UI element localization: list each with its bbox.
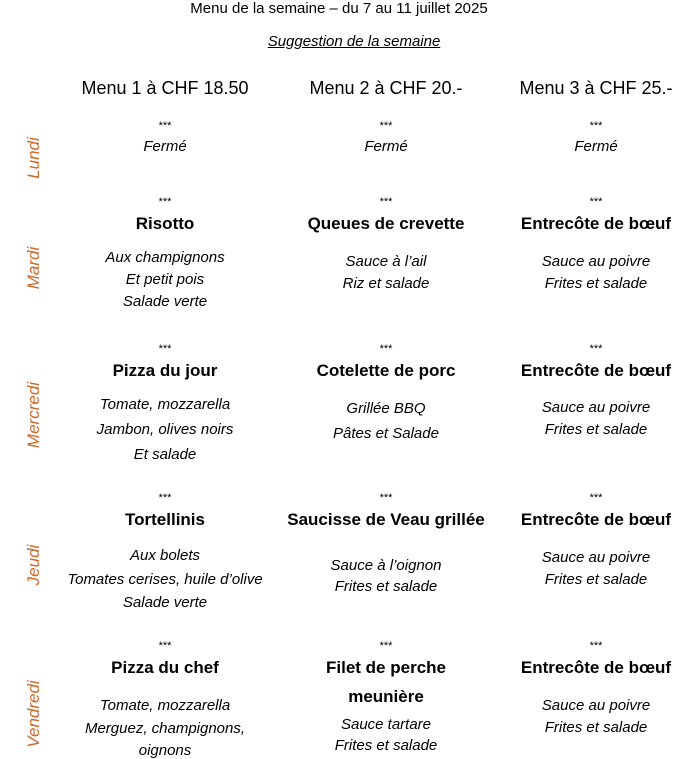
dish-description: Aux champignons xyxy=(105,249,225,266)
day-label-vendredi: Vendredi xyxy=(24,680,43,748)
dish-description: Sauce au poivre xyxy=(541,399,651,416)
separator: *** xyxy=(589,343,603,355)
dish-description: Riz et salade xyxy=(342,275,430,292)
dish-description: Salade verte xyxy=(122,293,208,310)
dish-description: Frites et salade xyxy=(334,737,438,754)
separator: *** xyxy=(379,640,393,652)
dish-description: Tomate, mozzarella xyxy=(99,697,231,714)
dish-description: oignons xyxy=(138,742,192,759)
dish-name: Queues de crevette xyxy=(307,214,465,233)
dish-description: Frites et salade xyxy=(544,571,648,588)
dish-description: Frites et salade xyxy=(544,719,648,736)
day-label-lundi: Lundi xyxy=(24,137,43,179)
dish-name-continued: meunière xyxy=(348,687,424,706)
menu-3-heading: Menu 3 à CHF 25.- xyxy=(519,78,673,98)
dish-name: Pizza du chef xyxy=(111,658,219,677)
dish-description: Sauce au poivre xyxy=(541,697,651,714)
dish-description: Grillée BBQ xyxy=(346,400,426,417)
dish-description: Tomate, mozzarella xyxy=(99,396,231,413)
dish-description: Merguez, champignons, xyxy=(84,720,246,737)
separator: *** xyxy=(589,640,603,652)
separator: *** xyxy=(158,120,172,132)
weekly-suggestion-heading: Suggestion de la semaine xyxy=(267,33,441,50)
separator: *** xyxy=(158,492,172,504)
separator: *** xyxy=(379,120,393,132)
separator: *** xyxy=(589,120,603,132)
dish-description: Salade verte xyxy=(122,594,208,611)
separator: *** xyxy=(158,343,172,355)
dish-name: Filet de perche xyxy=(326,658,446,677)
day-label-jeudi: Jeudi xyxy=(24,544,43,586)
dish-name: Entrecôte de bœuf xyxy=(520,361,672,380)
dish-description: Et petit pois xyxy=(125,271,205,288)
page-title: Menu de la semaine – du 7 au 11 juillet 2025 xyxy=(190,0,488,17)
dish-description: Sauce au poivre xyxy=(541,253,651,270)
separator: *** xyxy=(379,196,393,208)
dish-description: Frites et salade xyxy=(544,275,648,292)
dish-description: Sauce à l’ail xyxy=(345,253,427,270)
separator: *** xyxy=(379,492,393,504)
separator: *** xyxy=(379,343,393,355)
dish-name: Tortellinis xyxy=(125,510,205,529)
dish-description: Tomates cerises, huile d’olive xyxy=(67,571,263,588)
dish-name: Entrecôte de bœuf xyxy=(520,658,672,677)
dish-name: Cotelette de porc xyxy=(316,361,456,380)
dish-description: Frites et salade xyxy=(544,421,648,438)
separator: *** xyxy=(158,196,172,208)
dish-description: Et salade xyxy=(133,446,197,463)
dish-description: Sauce au poivre xyxy=(541,549,651,566)
menu-1-heading: Menu 1 à CHF 18.50 xyxy=(81,78,249,98)
dish-name: Saucisse de Veau grillée xyxy=(287,510,485,529)
separator: *** xyxy=(158,640,172,652)
dish-description: Aux bolets xyxy=(129,547,201,564)
dish-name: Pizza du jour xyxy=(112,361,218,380)
dish-description: Sauce tartare xyxy=(340,716,432,733)
closed-note: Fermé xyxy=(364,138,408,155)
dish-description: Sauce à l’oignon xyxy=(330,557,442,574)
separator: *** xyxy=(589,196,603,208)
dish-description: Jambon, olives noirs xyxy=(96,421,234,438)
dish-description: Frites et salade xyxy=(334,578,438,595)
dish-name: Entrecôte de bœuf xyxy=(520,510,672,529)
dish-name: Entrecôte de bœuf xyxy=(520,214,672,233)
dish-description: Pâtes et Salade xyxy=(333,425,439,442)
menu-2-heading: Menu 2 à CHF 20.- xyxy=(309,78,463,98)
closed-note: Fermé xyxy=(143,138,187,155)
day-label-mardi: Mardi xyxy=(24,246,43,290)
dish-name: Risotto xyxy=(135,214,195,233)
day-label-mercredi: Mercredi xyxy=(24,381,43,449)
separator: *** xyxy=(589,492,603,504)
closed-note: Fermé xyxy=(574,138,618,155)
